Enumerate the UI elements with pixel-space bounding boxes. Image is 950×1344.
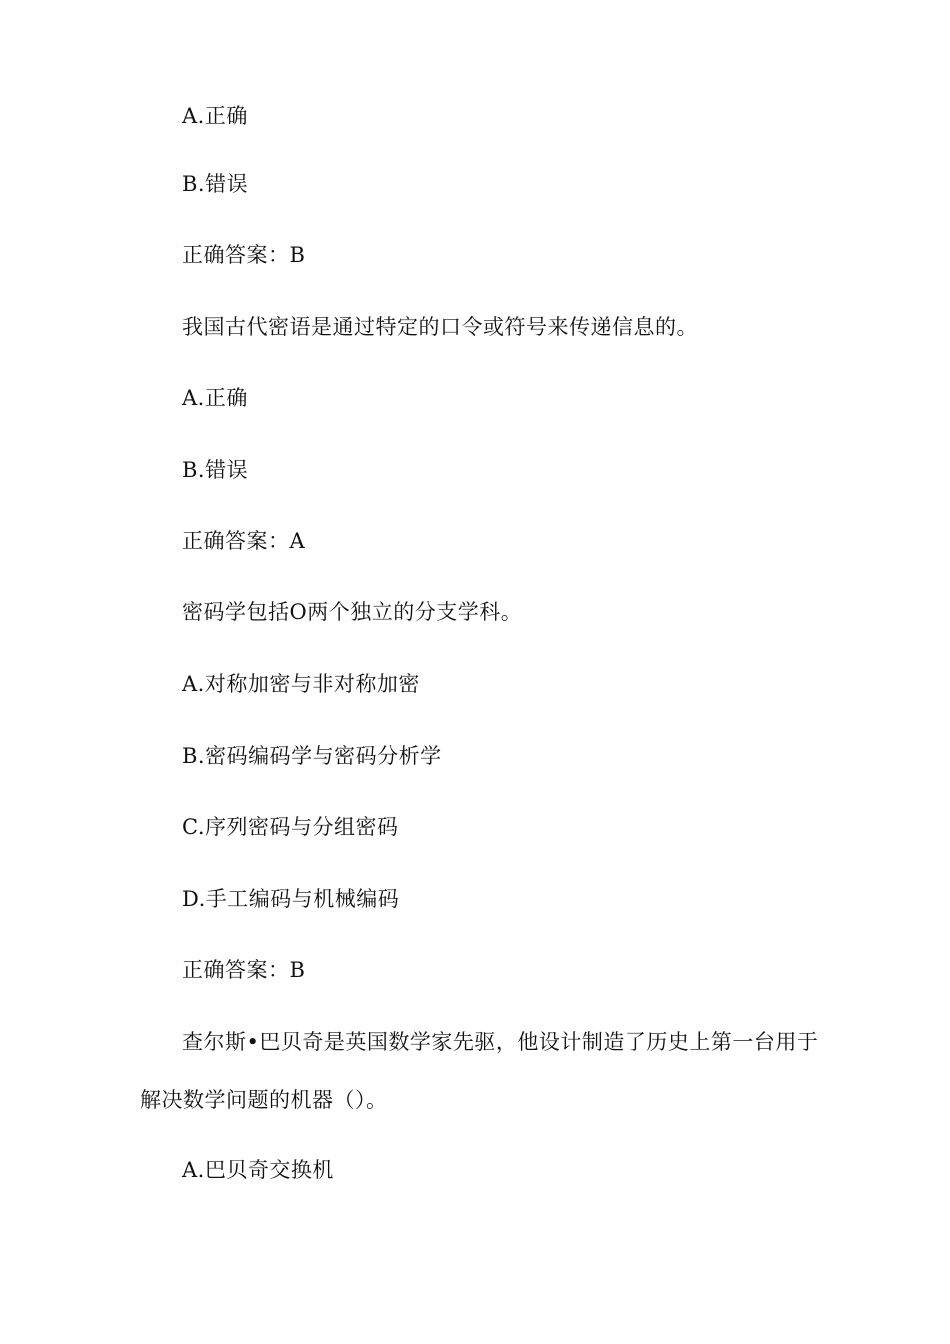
q4-text: 查尔斯•巴贝奇是英国数学家先驱，他设计制造了历史上第一台用于解决数学问题的机器（）。 bbox=[140, 1030, 819, 1112]
q3-text: 密码学包括O两个独立的分支学科。 bbox=[182, 600, 523, 624]
q3-option-a: A.对称加密与非对称加密 bbox=[182, 672, 420, 696]
q1-option-a: A.正确 bbox=[182, 104, 248, 128]
q3-option-b: B.密码编码学与密码分析学 bbox=[182, 744, 442, 768]
q1-option-b: B.错误 bbox=[182, 172, 249, 196]
q4-option-a: A.巴贝奇交换机 bbox=[182, 1158, 334, 1182]
q2-option-a: A.正确 bbox=[182, 386, 248, 410]
q2-option-b: B.错误 bbox=[182, 458, 249, 482]
q1-answer: 正确答案：B bbox=[182, 243, 306, 267]
q3-option-d: D.手工编码与机械编码 bbox=[182, 887, 400, 911]
q3-answer: 正确答案：B bbox=[182, 958, 306, 982]
q3-option-c: C.序列密码与分组密码 bbox=[182, 815, 399, 839]
q2-text: 我国古代密语是通过特定的口令或符号来传递信息的。 bbox=[182, 315, 698, 339]
q2-answer: 正确答案：A bbox=[182, 529, 306, 553]
